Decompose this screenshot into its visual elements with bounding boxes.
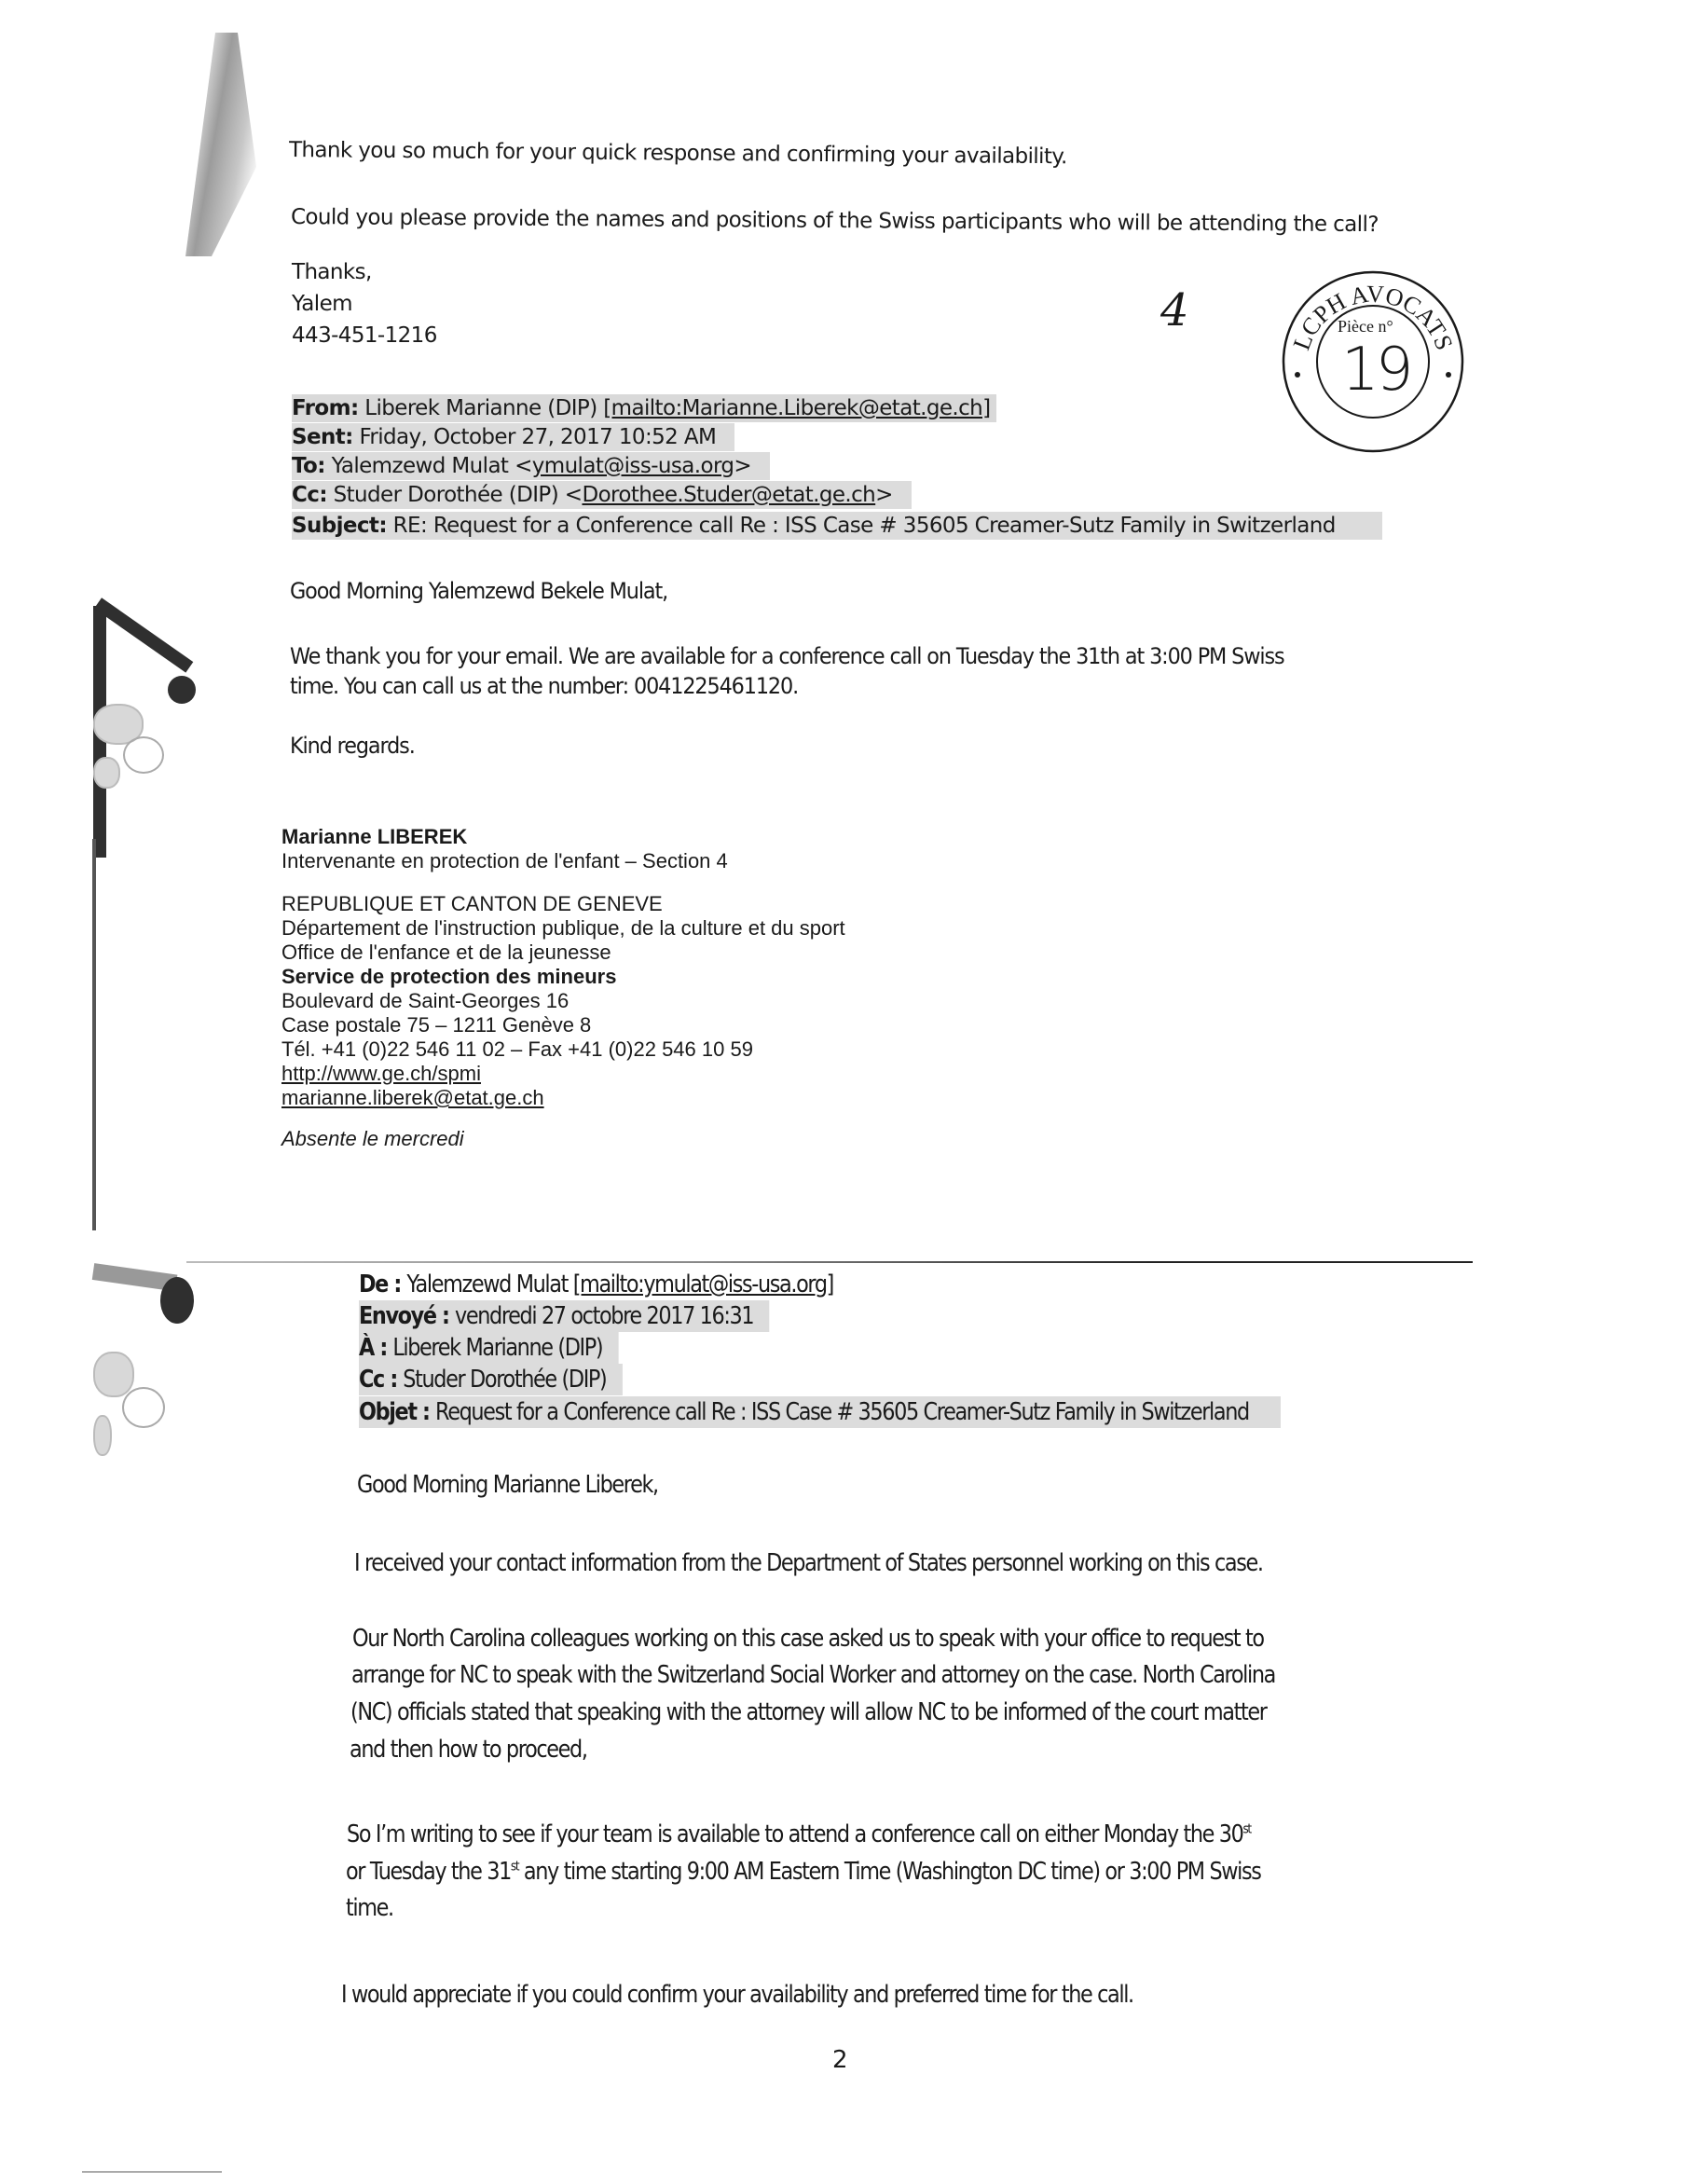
- reply-name: Yalem: [292, 292, 352, 316]
- email-divider: [186, 1261, 1473, 1263]
- email2-para2-line3: (NC) officials stated that speaking with the attorney will allow NC to be informed of the court matter: [350, 1698, 1267, 1726]
- to-email-link[interactable]: ymulat@iss-usa.org: [531, 454, 734, 478]
- a-label: À :: [359, 1334, 393, 1362]
- reply-phone: 443-451-1216: [292, 323, 437, 348]
- signature-org1: REPUBLIQUE ET CANTON DE GENEVE: [281, 892, 663, 915]
- para3-line1-text: So I’m writing to see if your team is available to attend a conference call on either Monday the 30: [347, 1820, 1243, 1848]
- cc-email-link[interactable]: Dorothee.Studer@etat.ge.ch: [582, 483, 876, 507]
- scan-ring: [123, 736, 164, 774]
- email2-cc-row: [359, 1366, 623, 1394]
- from-value: Liberek Marianne (DIP): [364, 396, 604, 420]
- de-label: De :: [359, 1271, 407, 1298]
- para3-line2-text-b: any time starting 9:00 AM Eastern Time (Washington DC time) or 3:00 PM Swiss: [518, 1858, 1261, 1886]
- email2-para3-line2: [346, 1858, 1261, 1886]
- email1-sent-row: [292, 425, 734, 449]
- sent-value: Friday, October 27, 2017 10:52 AM: [359, 425, 717, 449]
- signature-name: Marianne LIBEREK: [281, 825, 468, 848]
- to-value: Yalemzewd Mulat <: [331, 454, 532, 478]
- email2-para3-line1: [347, 1820, 1251, 1848]
- email2-para4: I would appreciate if you could confirm your availability and preferred time for the call.: [341, 1981, 1133, 2009]
- scan-smudge: [182, 33, 256, 256]
- email2-para2-line2: arrange for NC to speak with the Switzerland Social Worker and attorney on the case. North Carolina: [351, 1661, 1275, 1689]
- binder-line: [92, 839, 96, 1230]
- stamp-piece-label: Pièce n°: [1338, 317, 1393, 336]
- de-mailto-link[interactable]: [mailto:ymulat@iss-usa.org]: [572, 1271, 834, 1298]
- signature-title: Intervenante en protection de l'enfant – Section 4: [281, 849, 728, 872]
- email2-greeting: Good Morning Marianne Liberek,: [357, 1471, 658, 1499]
- from-label: From:: [292, 396, 359, 420]
- email2-para2-line4: and then how to proceed,: [350, 1736, 587, 1764]
- cc-value: Studer Dorothée (DIP) <: [333, 483, 583, 507]
- binder-clip-end: [168, 676, 196, 704]
- stamp-number: 19: [1341, 336, 1410, 405]
- signature-website-link[interactable]: http://www.ge.ch/spmi: [281, 1062, 481, 1085]
- cc-label: Cc:: [292, 483, 327, 507]
- de-value: Yalemzewd Mulat: [406, 1271, 573, 1298]
- signature-note: Absente le mercredi: [281, 1127, 464, 1150]
- reply-closing: Thanks,: [292, 260, 372, 284]
- scan-ring: [122, 1387, 165, 1428]
- email1-greeting: Good Morning Yalemzewd Bekele Mulat,: [290, 578, 668, 604]
- scan-blob: [93, 1415, 112, 1456]
- email1-para1-line1: We thank you for your email. We are available for a conference call on Tuesday the 31th at 3:00 PM Swiss: [290, 643, 1284, 669]
- email2-para3-line3: time.: [346, 1894, 393, 1922]
- binder-clip-end: [160, 1277, 194, 1324]
- binder-clip-arm: [94, 598, 193, 672]
- subject-label: Subject:: [292, 514, 387, 538]
- to-bracket: >: [734, 454, 752, 478]
- page-number: 2: [832, 2046, 848, 2074]
- email2-subject-row: [359, 1398, 1281, 1426]
- signature-org4: Service de protection des mineurs: [281, 965, 617, 988]
- sent-label: Sent:: [292, 425, 353, 449]
- from-mailto-link[interactable]: [mailto:Marianne.Liberek@etat.ge.ch]: [603, 396, 991, 420]
- cc2-value: Studer Dorothée (DIP): [403, 1366, 607, 1394]
- signature-email-link[interactable]: marianne.liberek@etat.ge.ch: [281, 1086, 544, 1109]
- email1-closing: Kind regards.: [290, 733, 415, 759]
- signature-org3: Office de l'enfance et de la jeunesse: [281, 941, 611, 964]
- cc-bracket: >: [875, 483, 893, 507]
- to-label: To:: [292, 454, 325, 478]
- reply-line-2: Could you please provide the names and positions of the Swiss participants who will be attending the call?: [290, 205, 1379, 238]
- envoye-value: vendredi 27 octobre 2017 16:31: [454, 1302, 754, 1330]
- email2-to-row: [359, 1334, 618, 1362]
- email1-subject-row: [292, 514, 1382, 538]
- email1-from-row: [292, 396, 996, 420]
- subject-value: RE: Request for a Conference call Re : ISS Case # 35605 Creamer-Sutz Family in Switzerland: [392, 514, 1336, 538]
- signature-address2: Case postale 75 – 1211 Genève 8: [281, 1013, 592, 1037]
- scan-blob: [93, 757, 120, 789]
- stamp-arc-text: LCPH AVOCATS: [1287, 280, 1459, 354]
- handwritten-number: 4: [1160, 284, 1189, 337]
- email1-cc-row: [292, 483, 912, 507]
- signature-address1: Boulevard de Saint-Georges 16: [281, 989, 570, 1012]
- reply-line-1: Thank you so much for your quick response and confirming your availability.: [288, 138, 1067, 170]
- superscript-st: st: [510, 1859, 519, 1875]
- email2-sent-row: [359, 1302, 769, 1330]
- objet-value: Request for a Conference call Re : ISS Case # 35605 Creamer-Sutz Family in Switzerland: [435, 1398, 1249, 1426]
- signature-org2: Département de l'instruction publique, de la culture et du sport: [281, 916, 845, 940]
- cc2-label: Cc :: [359, 1366, 404, 1394]
- superscript-st: st: [1242, 1821, 1251, 1837]
- signature-phone: Tél. +41 (0)22 546 11 02 – Fax +41 (0)22 546 10 59: [281, 1037, 753, 1061]
- signature-block: [281, 825, 845, 1151]
- email2-para1: I received your contact information from the Department of States personnel working on this case.: [354, 1549, 1263, 1577]
- envoye-label: Envoyé :: [359, 1302, 455, 1330]
- objet-label: Objet :: [359, 1398, 436, 1426]
- email2-from-row: [359, 1271, 833, 1298]
- email1-to-row: [292, 454, 770, 478]
- scan-blob: [93, 1352, 134, 1397]
- email2-para2-line1: Our North Carolina colleagues working on this case asked us to speak with your office to request to: [352, 1625, 1264, 1653]
- lcph-avocats-stamp: [1280, 268, 1466, 455]
- scan-footer-line: [82, 2171, 222, 2173]
- email1-para1-line2: time. You can call us at the number: 0041225461120.: [290, 673, 799, 699]
- a-value: Liberek Marianne (DIP): [392, 1334, 603, 1362]
- para3-line2-text-a: or Tuesday the 31: [346, 1858, 511, 1886]
